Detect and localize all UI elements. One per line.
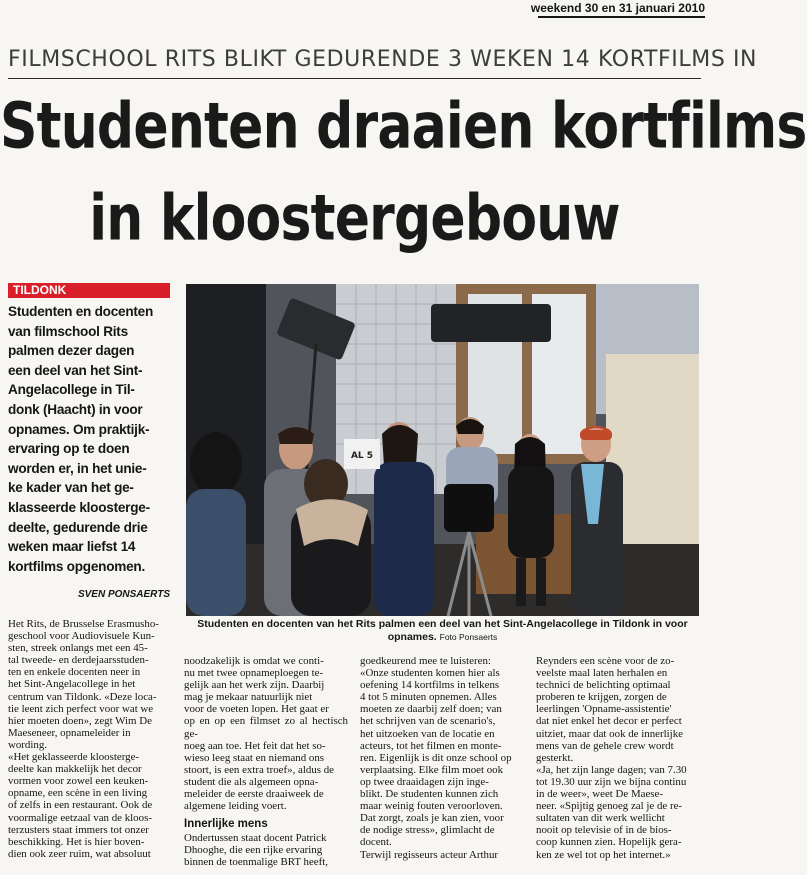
person-1 [186,489,246,616]
person-4 [374,462,434,616]
photo-caption [186,618,699,644]
person-6 [508,466,554,558]
studio-light-right [431,304,551,342]
caption-text: Studenten en docenten van het Rits palmen een deel van het Sint-Angelacollege in Tildonk in voor opnames. [197,618,688,643]
headline-line-2: in kloostergebouw [89,182,620,256]
film-camera [444,484,494,532]
dateline-rule [538,16,705,18]
body-paragraph: Terwijl regisseurs acteur Arthur [360,848,499,861]
kicker-rule [8,78,701,79]
body-paragraph: noodzakelijk is omdat we conti- nu met twee opnameploegen te- gelijk aan het werk zijn. Daarbij mag je mekaar natuurlijk niet voor de voeten lopen. Het gaat er op en op een filmset zo al hectisch ge- noeg aan toe. Het feit dat het so- wieso leeg staat en niemand ons stoort, is een extra troef», aldus de student die als algemeen opna- meleider de eerste draaiweek de algemene leiding voert. [184,655,348,813]
body-column-1 [8,618,173,860]
lead-paragraph: Studenten en docenten van filmschool Rits palmen dezer dagen een deel van het Sint- Angelacollege in Til- donk (Haacht) in voor opnames. Om praktijk- ervaring op te doen worden er, in het unie- ke kader van het ge- klasseerde kloosterge- deelte, gedurende drie weken maar liefst 14 kortfilms opgenomen. [8,304,154,574]
body-paragraph: «Ja, het zijn lange dagen; van 7.30 tot 19.30 uur zijn we bijna continu in de weer», weet De Maese- neer. «Spijtig genoeg zal je de re- sultaten van dit werk wellicht nooit op televisie of in de bios- coop kunnen zien. Hopelijk gera- ken ze wel tot op het internet.» [536,763,687,861]
clapperboard-label: AL 5 [350,451,374,461]
location-tag: TILDONK [8,283,170,298]
body-paragraph: «Het geklasseerde kloosterge- deelte kan makkelijk het decor vormen voor zowel een keuken- opname, een scène in een living of zelfs in een restaurant. Ook de voormalige eetzaal van de kloos- terzusters staat immers tot onzer beschikking. Het is hier boven- dien ook zeer ruim, wat absoluut [8,751,153,860]
byline: SVEN PONSAERTS [77,589,170,600]
body-column-3 [360,655,524,861]
body-paragraph: Ondertussen staat docent Patrick Dhooghe, die een rijke ervaring binnen de toenmalige BRT heeft, [184,832,329,869]
body-paragraph: Het Rits, de Brusselse Erasmusho- geschool voor Audiovisuele Kun- sten, streek onlangs met een 45- tal tweede- en derdejaarsstuden- ten en enkele docenten neer in het Sint-Angelacollege in het centrum van Tildonk. «Deze loca- tie leent zich perfect voor wat we hier moeten doen», zegt Wim De Maeseneer, opnameleider in wording. [8,618,159,751]
headline-line-1: Studenten draaien kortfilms [0,90,807,164]
dateline: weekend 30 en 31 januari 2010 [530,1,705,15]
body-paragraph: goedkeurend mee te luisteren: «Onze studenten komen hier als oefening 14 kortfilms in telkens 4 tot 5 minuten opnemen. Alles moeten ze daarbij zelf doen; van het schrijven van de scenario's, het uitzoeken van de locatie en acteurs, tot het filmen en monte- ren. Eigenlijk is dit onze school op verplaatsing. Elke film moet ook op twee draaidagen zijn inge- blikt. De studenten kunnen zich maar weinig fouten veroorloven. Dat zorgt, zoals je kan zien, voor de nodige stress», glimlacht de docent. [360,655,512,849]
body-column-2 [184,655,348,869]
photo-film-set-illustration [186,284,699,616]
article-photo [186,284,699,616]
kicker: FILMSCHOOL RITS BLIKT GEDURENDE 3 WEKEN 14 KORTFILMS IN [8,47,758,72]
body-paragraph: Reynders een scène voor de zo- veelste maal laten herhalen en technici de belichting optimaal proberen te krijgen, zorgen de leerlingen 'Opname-assistentie' dat niet enkel het decor er perfect uitziet, maar dat ook de innerlijke mens van de gehele crew wordt gesterkt. [536,655,683,764]
photo-credit: Foto Ponsaerts [439,632,498,642]
subheading: Innerlijke mens [184,818,268,831]
body-column-4 [536,655,700,861]
